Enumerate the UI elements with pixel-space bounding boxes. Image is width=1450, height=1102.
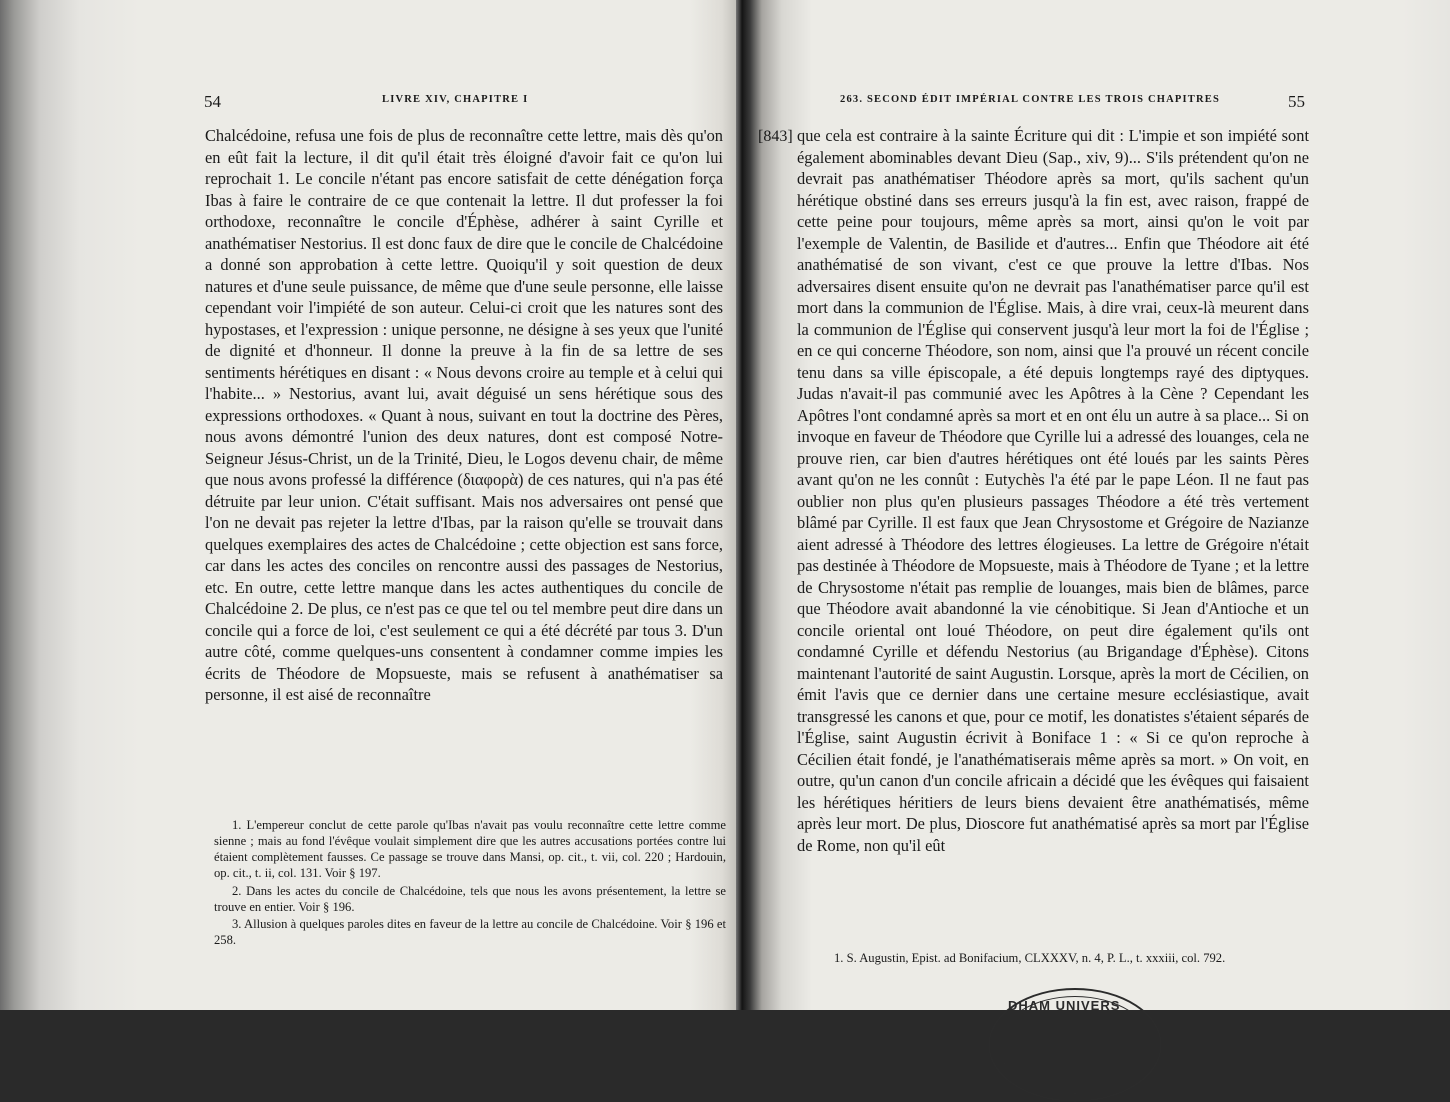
stamp-text: DHAM UNIVERS xyxy=(1008,998,1121,1013)
footnote: 1. L'empereur conclut de cette parole qu'Ibas n'avait pas voulu reconnaître cette lettre comme sienne ; mais au fond l'évêque voulait simplement dire que les autres accusations portées contre lui étaient complètement fausses. Ce passage se trouve dans Mansi, op. cit., t. vii, col. 220 ; Hardouin, op. cit., t. ii, col. 131. Voir § 197. xyxy=(214,818,726,880)
footnote: 2. Dans les actes du concile de Chalcédoine, tels que nous les avons présentement, la lettre se trouve en entier. Voir § 196. xyxy=(214,883,726,914)
library-stamp xyxy=(988,988,1162,1102)
body-text xyxy=(797,125,1309,856)
body-paragraph: Chalcédoine, refusa une fois de plus de reconnaître cette lettre, mais dès qu'on en eût fait la lecture, il dit qu'il était très éloigné d'avoir fait ce qu'on lui reprochait 1. Le concile n'étant pas encore satisfait de cette dénégation força Ibas à faire le contraire de ce que contenait la lettre. Il dut professer la foi orthodoxe, reconnaître le concile d'Éphèse, adhérer à saint Cyrille et anathématiser Nestorius. Il est donc faux de dire que le concile de Chalcédoine a donné son approbation à cette lettre. Quoiqu'il y soit question de deux natures et d'une seule puissance, de même que d'une seule personne, elle laisse cependant voir l'impiété de son auteur. Celui-ci croit que les natures sont des hypostases, et l'expression : unique personne, ne désigne à ses yeux que l'unité de dignité et d'honneur. Il donne la preuve à la fin de sa lettre de ses sentiments hérétiques en disant : « Nous devons croire au temple et à celui qui l'habite... » Nestorius, avant lui, avait déguisé un sens hérétique sous des expressions orthodoxes. « Quant à nous, suivant en tout la doctrine des Pères, nous avons démontré l'union des deux natures, dont est composé Notre-Seigneur Jésus-Christ, un de la Trinité, Dieu, le Logos devenu chair, de même que nous avons professé la différence (διαφορὰ) de ces natures, qui n'a pas été détruite par leur union. C'était suffisant. Mais nos adversaires ont pensé que l'on ne devait pas rejeter la lettre d'Ibas, par la raison qu'elle se trouvait dans quelques exemplaires des actes de Chalcédoine ; cette objection est sans force, car dans les actes des conciles on rencontre aussi des passages de Nestorius, etc. En outre, cette lettre manque dans les actes authentiques du concile de Chalcédoine 2. De plus, ce n'est pas ce que tel ou tel membre peut dire dans un concile qui a force de loi, c'est seulement ce qui a été décrété par tous 3. D'un autre côté, comme quelques-uns consentent à condamner comme impies les écrits de Théodore de Mopsueste, mais se refusent à anathématiser sa personne, il est aisé de reconnaître xyxy=(205,126,723,704)
right-page xyxy=(742,0,1450,1010)
left-page xyxy=(0,0,742,1010)
footnotes xyxy=(816,951,1316,969)
running-head: 263. SECOND ÉDIT IMPÉRIAL CONTRE LES TROIS CHAPITRES xyxy=(840,94,1221,105)
body-paragraph: que cela est contraire à la sainte Écriture qui dit : L'impie et son impiété sont également abominables devant Dieu (Sap., xiv, 9)... S'ils prétendent qu'on ne devrait pas anathématiser Théodore après sa mort, qu'ils sachent qu'un hérétique obstiné dans ses erreurs jusqu'à la fin est, avec raison, frappé de cette peine pour toujours, même après sa mort, ainsi qu'on le voit par l'exemple de Valentin, de Basilide et d'autres... Enfin que Théodore ait été anathématisé de son vivant, c'est ce que prouve la lettre d'Ibas. Nos adversaires disent ensuite qu'on ne devrait pas l'anathématiser parce qu'il est mort dans la communion de l'Église. Mais, à dire vrai, ceux-là meurent dans la communion de l'Église qui conservent jusqu'à leur mort la foi de l'Église ; en ce qui concerne Théodore, son nom, ainsi que l'a prouvé un récent concile tenu dans sa ville épiscopale, a été depuis longtemps rayé des diptyques. Judas n'avait-il pas communié avec les Apôtres à la Cène ? Cependant les Apôtres l'ont condamné après sa mort et en ont élu un autre à sa place... Si on invoque en faveur de Théodore que Cyrille lui a adressé des louanges, cela ne prouve rien, car bien d'autres hérétiques ont été loués par les saints Pères avant qu'on ne les connût : Eutychès l'a été par le pape Léon. Il ne faut pas oublier non plus qu'en plusieurs passages Théodore a été très vertement blâmé par Cyrille. Il est faux que Jean Chrysostome et Grégoire de Nazianze aient adressé à Théodore des lettres élogieuses. La lettre de Grégoire n'était pas destinée à Théodore de Mopsueste, mais à Théodore de Tyane ; et la lettre de Chrysostome n'était pas remplie de louanges, mais bien de blâmes, parce que Théodore avait abandonné la vie cénobitique. Si Jean d'Antioche et un concile oriental ont loué Théodore, on peut dire également qu'ils ont condamné Cyrille et défendu Nestorius (au Brigandage d'Éphèse). Citons maintenant l'autorité de saint Augustin. Lorsque, après la mort de Cécilien, on émit l'avis que ce dernier dans une certaine mesure ecclésiastique, avait transgressé les canons et que, pour ce motif, les donatistes s'étaient séparés de l'Église, saint Augustin écrivit à Boniface 1 : « Si ce qu'on reproche à Cécilien était fondé, je l'anathématiserais même après sa mort. » On voit, en outre, qu'un canon d'un concile africain a décidé que les évêques qui faisaient les hérétiques héritiers de leurs biens devaient être anathématisés, même après leur mort. De plus, Dioscore fut anathématisé après sa mort par l'Église de Rome, non qu'il eût xyxy=(797,126,1309,855)
footnote: 3. Allusion à quelques paroles dites en faveur de la lettre au concile de Chalcédoine. Voir § 196 et 258. xyxy=(214,917,726,948)
footnote: 1. S. Augustin, Epist. ad Bonifacium, CLXXXV, n. 4, P. L., t. xxxiii, col. 792. xyxy=(834,951,1226,965)
running-head: LIVRE XIV, CHAPITRE I xyxy=(382,94,529,105)
page-number: 54 xyxy=(204,92,221,111)
body-text xyxy=(205,125,723,706)
footnotes xyxy=(214,818,726,951)
page-number: 55 xyxy=(1288,92,1305,111)
margin-marker: [843] xyxy=(758,128,793,145)
